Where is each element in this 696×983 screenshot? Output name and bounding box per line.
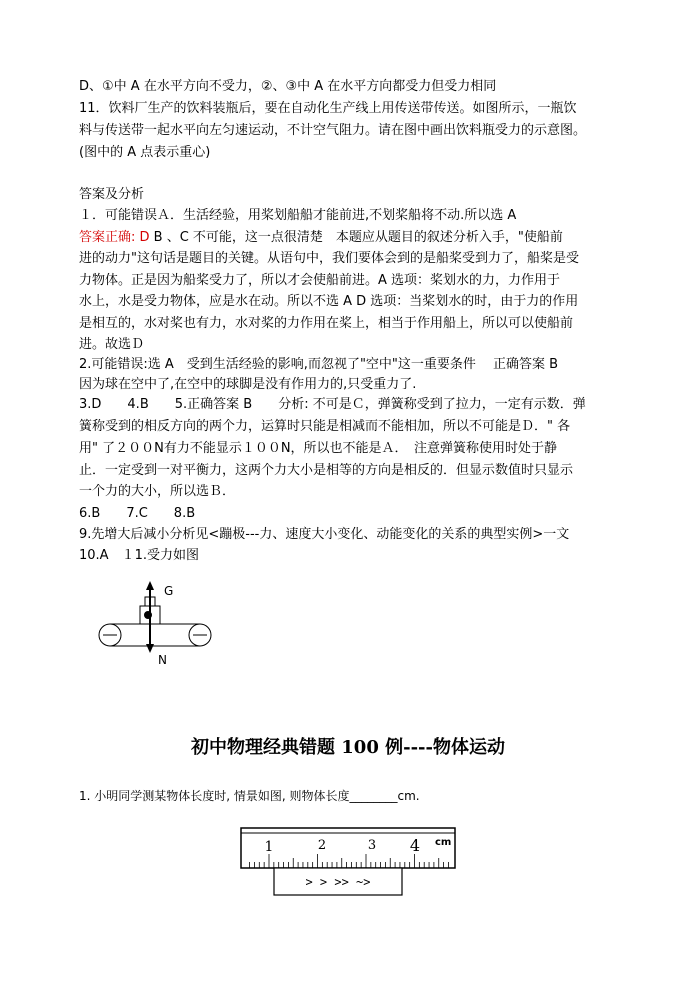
answer-5-line-b: 簧称受到的相反方向的两个力，运算时只能是相减而不能相加，所以不可能是Ｄ．" 各 <box>79 419 571 434</box>
answer-5-line-e: 一个力的大小，所以选Ｂ． <box>79 484 236 499</box>
answer-1-line-a: １．可能错误Ａ．生活经验，用桨划船船才能前进,不划桨船将不动.所以选 A <box>79 208 517 223</box>
answer-1-line-b <box>79 229 563 247</box>
label-g: G <box>164 584 174 598</box>
tick-label-2: 2 <box>317 838 327 853</box>
label-n: N <box>158 653 167 667</box>
section-title: 初中物理经典错题 100 例----物体运动 <box>191 737 505 758</box>
answer-2-line-b: 因为球在空中了,在空中的球脚是没有作用力的,只受重力了. <box>79 377 417 392</box>
ruler-diagram <box>238 825 460 897</box>
text-line-q11-a: 11．饮料厂生产的饮料装瓶后，要在自动化生产线上用传送带传送。如图所示，一瓶饮 <box>79 101 577 116</box>
answer-1-line-c: 进的动力"这句话是题目的关键。从语句中，我们要体会到的是船桨受到力了，船桨是受 <box>79 251 579 266</box>
ruler <box>241 828 455 868</box>
tick-label-4: 4 <box>409 836 421 855</box>
tick-label-1: 1 <box>264 839 274 855</box>
answers-heading: 答案及分析 <box>79 187 145 202</box>
correct-answer-label: 答案正确: D <box>79 230 150 245</box>
answer-6-8-line: 6.B 7.C 8.B <box>79 506 196 521</box>
force-diagram <box>90 575 230 670</box>
answer-10-11-line: 10.A １1.受力如图 <box>79 548 199 563</box>
text-line-q11-c: (图中的 A 点表示重心) <box>79 145 211 160</box>
answer-1-line-g: 进。故选Ｄ <box>79 337 145 352</box>
question-1: 1. 小明同学测某物体长度时, 情景如图, 则物体长度________cm. <box>79 789 420 803</box>
force-n-arrow <box>146 615 154 653</box>
force-g-arrow <box>146 581 154 615</box>
answer-9-line: 9.先增大后减小分析见<蹦极---力、速度大小变化、动能变化的关系的典型实例>一文 <box>79 527 570 542</box>
answer-1-line-d: 力物体。正是因为船桨受力了，所以才会使船前进。A 选项：桨划水的力，力作用于 <box>79 273 561 288</box>
answer-1-line-e: 水上，水是受力物体，应是水在动。所以不选 A D 选项：当桨划水的时，由于力的作用 <box>79 294 579 309</box>
object-markings: > > >> ~> <box>305 875 371 889</box>
text-line-q11-b: 料与传送带一起水平向左匀速运动，不计空气阻力。请在图中画出饮料瓶受力的示意图。 <box>79 123 587 138</box>
answer-5-line-c: 用" 了２００N有力不能显示１００N，所以也不能是Ａ． 注意弹簧称使用时处于静 <box>79 441 558 456</box>
conveyor-belt <box>99 624 211 646</box>
answer-1-line-f: 是相互的，水对桨也有力，水对桨的力作用在桨上，相当于作用船上，所以可以使船前 <box>79 316 574 331</box>
answer-2-line-a: 2.可能错误:选 A 受到生活经验的影响,而忽视了"空中"这一重要条件 正确答案 B <box>79 357 559 372</box>
measured-object <box>274 868 402 895</box>
tick-label-3: 3 <box>367 838 377 853</box>
unit-label: cm <box>435 837 452 848</box>
answer-1-line-b-text: B 、C 不可能，这一点很清楚 本题应从题目的叙述分析入手，"使船前 <box>149 230 563 245</box>
answer-3-5-line-a: 3.D 4.B 5.正确答案 B 分析: 不可是Ｃ，弹簧称受到了拉力，一定有示数．弹 <box>79 397 586 412</box>
answer-5-line-d: 止．一定受到一对平衡力，这两个力大小是相等的方向是相反的．但显示数值时只显示 <box>79 463 574 478</box>
text-line-option-d: D、①中 A 在水平方向不受力，②、③中 A 在水平方向都受力但受力相同 <box>79 79 497 94</box>
